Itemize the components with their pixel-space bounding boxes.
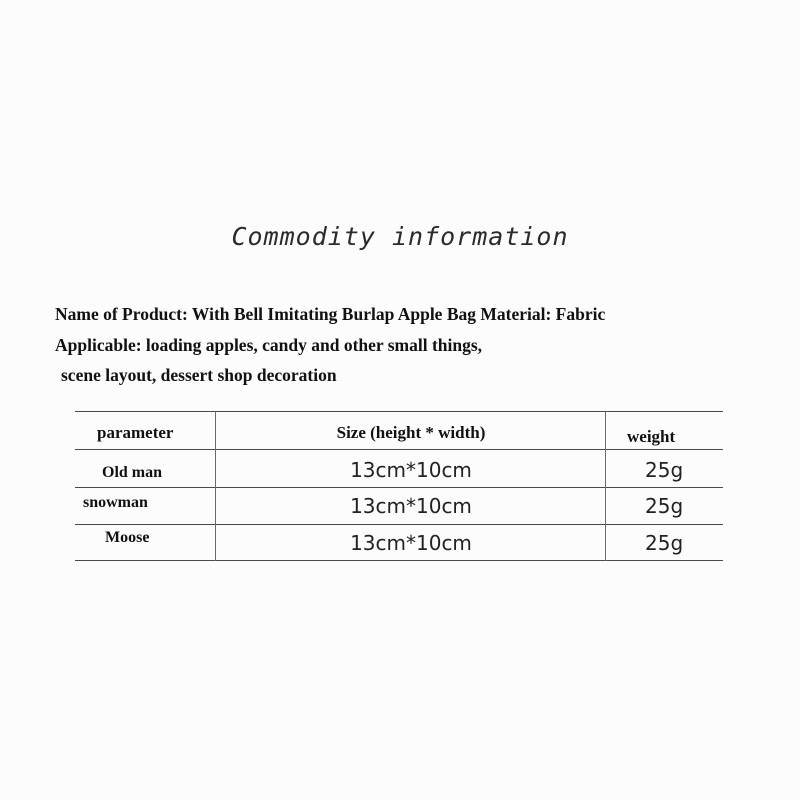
row-name: snowman bbox=[83, 494, 148, 511]
table-rule bbox=[75, 524, 723, 525]
applicable-line: Applicable: loading apples, candy and other small things, bbox=[55, 335, 483, 355]
table-rule bbox=[75, 449, 723, 450]
table-rule bbox=[75, 487, 723, 488]
row-size: 13cm*10cm bbox=[350, 531, 472, 555]
header-size: Size (height * width) bbox=[336, 423, 486, 442]
row-weight: 25g bbox=[645, 458, 684, 482]
row-name: Old man bbox=[102, 464, 163, 481]
row-weight: 25g bbox=[645, 494, 684, 518]
table-rule-bottom bbox=[75, 560, 723, 561]
header-weight: weight bbox=[627, 427, 676, 446]
section-heading: Commodity information bbox=[231, 222, 569, 251]
header-parameter: parameter bbox=[97, 423, 174, 442]
applicable-line-continued: scene layout, dessert shop decoration bbox=[61, 365, 337, 385]
row-size: 13cm*10cm bbox=[350, 458, 472, 482]
row-size: 13cm*10cm bbox=[350, 494, 472, 518]
spec-table bbox=[75, 411, 723, 561]
row-weight: 25g bbox=[645, 531, 684, 555]
product-name-line: Name of Product: With Bell Imitating Burlap Apple Bag Material: Fabric bbox=[55, 304, 606, 324]
table-rule-top bbox=[75, 411, 723, 412]
row-name: Moose bbox=[105, 529, 150, 546]
